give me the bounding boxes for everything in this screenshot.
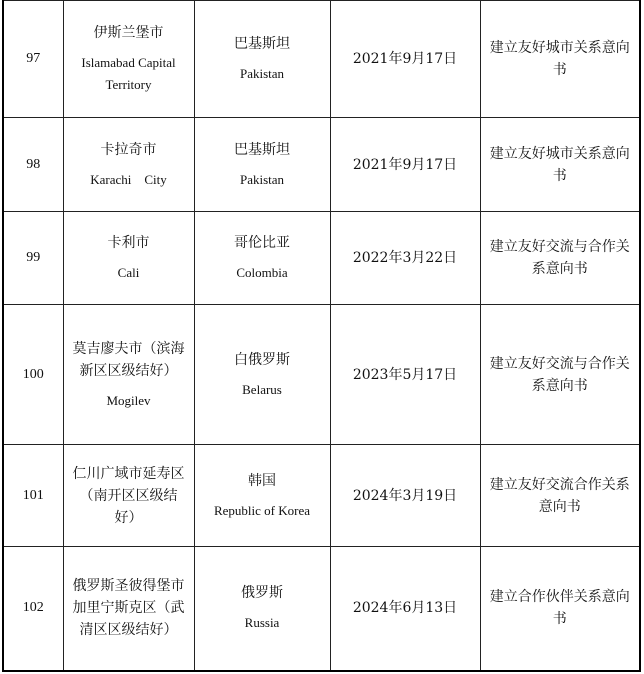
country-name-en: Pakistan: [239, 66, 285, 81]
date-cell: 2021年9月17日: [330, 1, 480, 118]
country-cell: [194, 118, 330, 212]
city-name-en: Karachi City: [90, 171, 167, 187]
city-name-zh: 仁川广域市延寿区（南开区区级结好）: [72, 465, 185, 526]
document-cell: 建立合作伙伴关系意向书: [480, 547, 640, 671]
date-cell: 2023年5月17日: [330, 305, 480, 445]
table-row: [3, 1, 640, 118]
country-cell: [194, 1, 330, 118]
city-name-zh: 莫吉廖夫市（滨海新区区级结好）: [72, 340, 185, 379]
document-cell: 建立友好交流与合作关系意向书: [480, 305, 640, 445]
country-name-en: Russia: [244, 615, 280, 631]
city-name-zh: 卡拉奇市: [100, 141, 157, 158]
table-row: [3, 305, 640, 445]
country-cell: [194, 305, 330, 445]
row-number: 100: [3, 305, 63, 445]
country-name-zh: 俄罗斯: [241, 585, 283, 602]
row-number: 97: [3, 1, 63, 118]
country-name-zh: 巴基斯坦: [234, 36, 290, 52]
date-cell: 2024年3月19日: [330, 445, 480, 547]
city-cell: [63, 445, 194, 547]
city-name-en: Cali: [117, 265, 140, 280]
city-name-zh: 俄罗斯圣彼得堡市加里宁斯克区（武清区区级结好）: [72, 578, 185, 639]
city-name-en: Islamabad Capital Territory: [81, 55, 176, 92]
document-cell: 建立友好城市关系意向书: [480, 1, 640, 118]
sister-city-table: [2, 0, 641, 672]
date-cell: 2021年9月17日: [330, 118, 480, 212]
document-cell: 建立友好交流合作关系意向书: [480, 445, 640, 547]
table-row: [3, 118, 640, 212]
document-cell: 建立友好城市关系意向书: [480, 118, 640, 212]
document-cell: 建立友好交流与合作关系意向书: [480, 212, 640, 305]
country-name-en: Republic of Korea: [213, 502, 311, 518]
row-number: 102: [3, 547, 63, 671]
city-name-zh: 伊斯兰堡市: [93, 25, 164, 41]
country-name-en: Pakistan: [239, 171, 285, 187]
country-cell: [194, 212, 330, 305]
city-name-zh: 卡利市: [107, 235, 150, 251]
country-name-en: Colombia: [236, 265, 288, 280]
row-number: 101: [3, 445, 63, 547]
date-cell: 2024年6月13日: [330, 547, 480, 671]
city-cell: [63, 547, 194, 671]
country-name-zh: 哥伦比亚: [234, 235, 290, 251]
city-name-en: Mogilev: [106, 392, 151, 408]
table-row: [3, 445, 640, 547]
city-cell: [63, 1, 194, 118]
country-cell: [194, 445, 330, 547]
country-name-en: Belarus: [242, 381, 282, 397]
row-number: 98: [3, 118, 63, 212]
country-name-zh: 韩国: [248, 472, 276, 489]
city-cell: [63, 118, 194, 212]
table-row: [3, 547, 640, 671]
country-cell: [194, 547, 330, 671]
city-cell: [63, 212, 194, 305]
country-name-zh: 白俄罗斯: [234, 351, 290, 368]
date-cell: 2022年3月22日: [330, 212, 480, 305]
row-number: 99: [3, 212, 63, 305]
country-name-zh: 巴基斯坦: [234, 141, 290, 158]
city-cell: [63, 305, 194, 445]
table-row: [3, 212, 640, 305]
